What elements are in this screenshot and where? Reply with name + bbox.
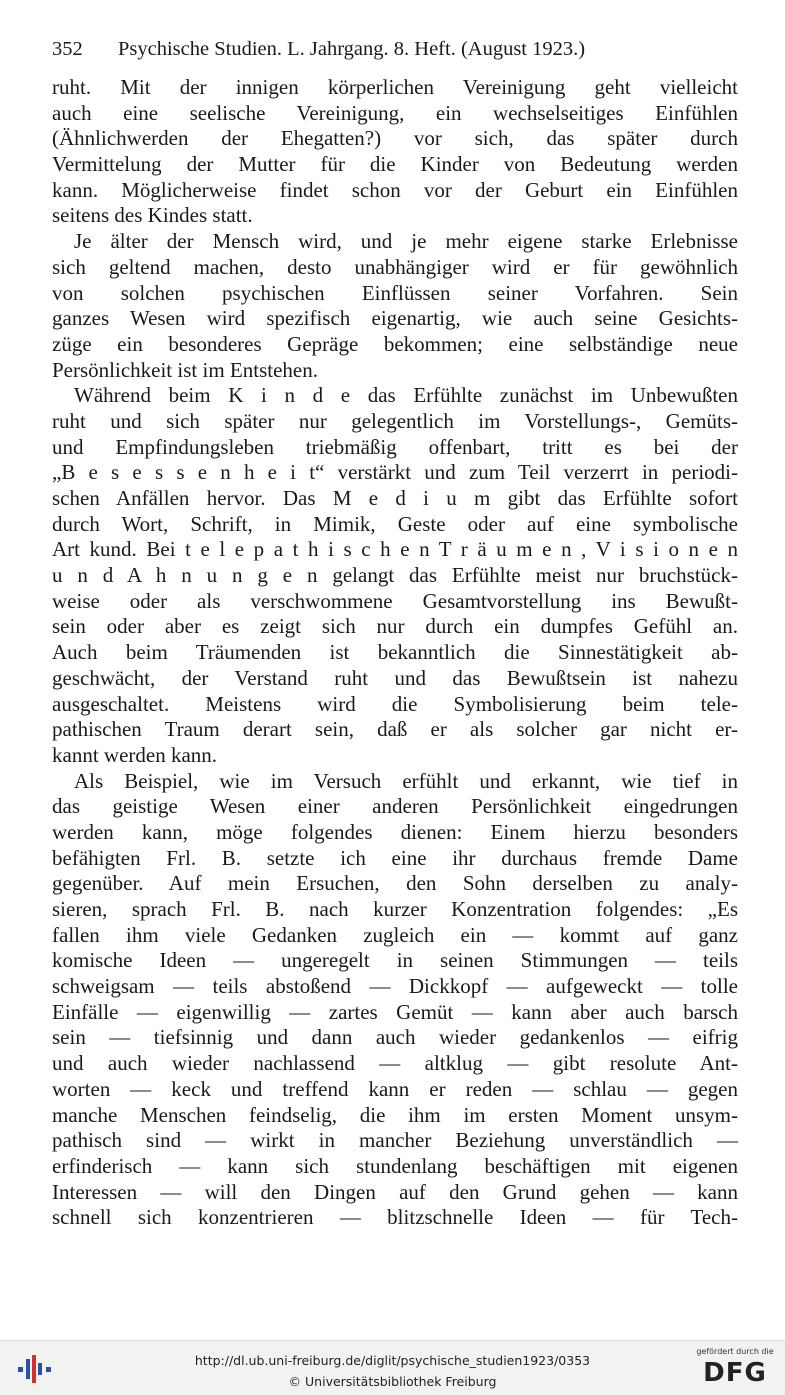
text-line: „B e s e s s e n h e i t“ verstärkt und zum Teil verzerrt in periodi- (52, 460, 738, 485)
text-line: manche Menschen feindselig, die ihm im ersten Moment unsym- (52, 1102, 738, 1127)
text-line: befähigten Frl. B. setzte ich eine ihr durchaus fremde Dame (52, 845, 738, 870)
text-line: Auch beim Träumenden ist bekanntlich die Sinnestätigkeit ab- (52, 640, 738, 665)
text-line: sieren, sprach Frl. B. nach kurzer Konzentration folgendes: „Es (52, 897, 738, 921)
text-line: schweigsam — teils abstoßend — Dickkopf — aufgeweckt — tolle (52, 974, 738, 999)
text-line: ruht und sich später nur gelegentlich im Vorstellungs-, Gemüts- (52, 408, 738, 433)
text-line: seitens des Kindes statt. (52, 203, 253, 228)
text-line: Während beim K i n d e das Erfühlte zunächst im Unbewußten (74, 383, 738, 408)
text-line: gegenüber. Auf mein Ersuchen, den Sohn derselben zu analy- (52, 871, 738, 896)
text-line: (Ähnlichwerden der Ehegatten?) vor sich, das später durch (52, 126, 738, 151)
source-url-link[interactable]: http://dl.ub.uni-freiburg.de/diglit/psychische_studien1923/0353 (194, 1353, 591, 1368)
text-line: ganzes Wesen wird spezifisch eigenartig, wie auch seine Gesichts- (52, 306, 738, 331)
text-line: sein oder aber es zeigt sich nur durch ein dumpfes Gefühl an. (52, 614, 738, 639)
text-line: sein — tiefsinnig und dann auch wieder gedankenlos — eifrig (52, 1025, 738, 1050)
text-line: ausgeschaltet. Meistens wird die Symbolisierung beim tele- (52, 691, 738, 716)
text-line: Einfälle — eigenwillig — zartes Gemüt — kann aber auch barsch (52, 999, 738, 1024)
page-number: 352 (52, 38, 83, 60)
text-line: werden kann, möge folgendes dienen: Einem hierzu besonders (52, 819, 738, 844)
text-line: Interessen — will den Dingen auf den Grund gehen — kann (52, 1179, 738, 1204)
text-line: Vermittelung der Mutter für die Kinder von Bedeutung werden (52, 152, 738, 177)
text-line: von solchen psychischen Einflüssen seiner Vorfahren. Sein (52, 280, 738, 305)
text-line: kannt werden kann. (52, 742, 218, 767)
text-line: worten — keck und treffend kann er reden — schlau — gegen (52, 1076, 738, 1101)
text-line: sich geltend machen, desto unabhängiger wird er für gewöhnlich (52, 254, 738, 279)
running-title: Psychische Studien. L. Jahrgang. 8. Heft. (August 1923.) (118, 38, 586, 60)
dfg-badge (695, 1347, 775, 1391)
text-line: Persönlichkeit ist im Entstehen. (52, 357, 318, 382)
body-text (52, 75, 738, 1231)
text-line: fallen ihm viele Gedanken zugleich ein — kommt auf ganz (52, 922, 738, 947)
text-line: Je älter der Mensch wird, und je mehr eigene starke Erlebnisse (74, 229, 738, 254)
text-line: schnell sich konzentrieren — blitzschnelle Ideen — für Tech- (52, 1205, 738, 1230)
dfg-caption: gefördert durch die (696, 1347, 774, 1356)
text-line: erfinderisch — kann sich stundenlang beschäftigen mit eigenen (52, 1153, 738, 1178)
text-line: und Empfindungsleben triebmäßig offenbart, tritt es bei der (52, 434, 738, 459)
text-line: durch Wort, Schrift, in Mimik, Geste oder auf eine symbolische (52, 511, 738, 536)
text-line: ruht. Mit der innigen körperlichen Vereinigung geht vielleicht (52, 75, 738, 99)
copyright-notice: © Universitätsbibliothek Freiburg (288, 1374, 497, 1389)
text-line: Als Beispiel, wie im Versuch erfühlt und erkannt, wie tief in (74, 768, 738, 793)
text-line: züge ein besonderes Gepräge bekommen; eine selbständige neue (52, 331, 738, 356)
running-head (52, 38, 738, 66)
text-line: weise oder als verschwommene Gesamtvorstellung ins Bewußt- (52, 588, 738, 613)
text-line: und auch wieder nachlassend — altklug — gibt resolute Ant- (52, 1051, 738, 1076)
text-line: auch eine seelische Vereinigung, ein wechselseitiges Einfühlen (52, 100, 738, 125)
text-line: komische Ideen — ungeregelt in seinen Stimmungen — teils (52, 948, 738, 973)
text-line: pathisch sind — wirkt in mancher Beziehung unverständlich — (52, 1128, 738, 1153)
text-line: das geistige Wesen einer anderen Persönlichkeit eingedrungen (52, 794, 738, 819)
viewer-footer (0, 1340, 785, 1395)
text-line: geschwächt, der Verstand ruht und das Bewußtsein ist nahezu (52, 665, 738, 690)
text-line: pathischen Traum derart sein, daß er als solcher gar nicht er- (52, 717, 738, 742)
text-line: schen Anfällen hervor. Das M e d i u m gibt das Erfühlte sofort (52, 486, 738, 510)
dfg-logo: DFG (703, 1358, 767, 1388)
text-line: kann. Möglicherweise findet schon vor der Geburt ein Einfühlen (52, 177, 738, 202)
text-line: u n d A h n u n g e n gelangt das Erfühlte meist nur bruchstück- (52, 563, 738, 588)
text-line: Art kund. Bei t e l e p a t h i s c h e n T r ä u m e n , V i s i o n e n (52, 537, 738, 562)
